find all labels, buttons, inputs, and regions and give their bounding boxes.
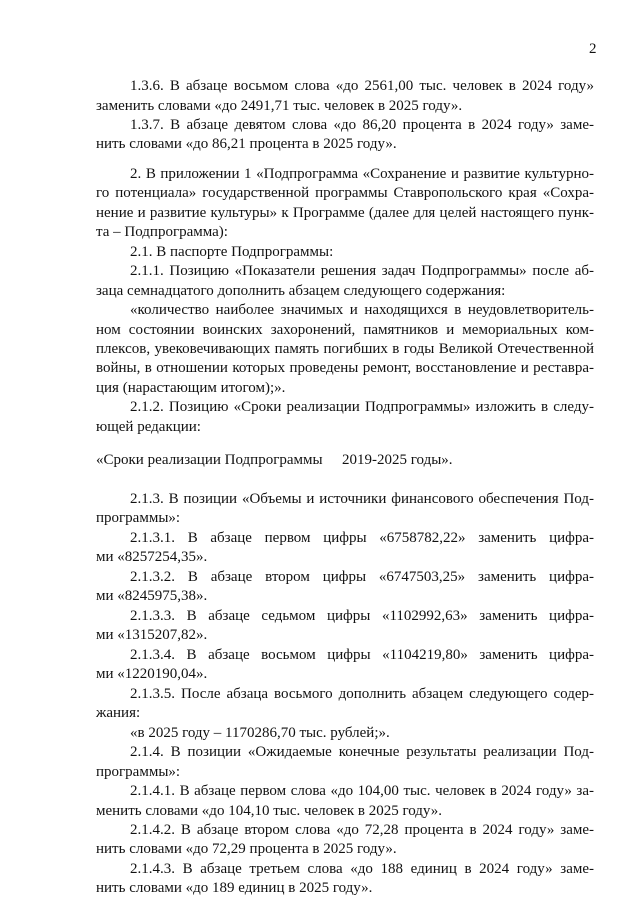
table-row-label: «Сроки реализации Подпрограммы [96, 452, 323, 468]
quote-line: «количество наиболее значимых и находящихся в неудовлетворитель- [130, 302, 594, 318]
text-line: 2.1.2. Позицию «Сроки реализации Подпрограммы» изложить в следу- [130, 399, 594, 415]
text-line: нить словами «до 72,29 процента в 2025 году». [96, 841, 397, 857]
text-line: 2.1.3. В позиции «Объемы и источники финансового обеспечения Под- [130, 491, 594, 507]
text-line: ми «1315207,82». [96, 627, 208, 643]
text-line: 2.1.3.3. В абзаце седьмом цифры «1102992,63» заменить цифра- [130, 608, 594, 624]
quote-line: ном состоянии воинских захоронений, памятников и мемориальных ком- [96, 322, 594, 338]
text-line: 2. В приложении 1 «Подпрограмма «Сохранение и развитие культурно- [130, 166, 594, 182]
table-row-value: 2019-2025 годы». [342, 452, 453, 468]
page-number: 2 [589, 41, 597, 57]
text-line: нить словами «до 189 единиц в 2025 году». [96, 880, 373, 896]
text-line: заца семнадцатого дополнить абзацем следующего содержания: [96, 283, 506, 299]
text-line: 2.1.4.1. В абзаце первом слова «до 104,00 тыс. человек в 2024 году» за- [130, 783, 594, 799]
text-line: та – Подпрограмма): [96, 224, 228, 240]
text-line: ющей редакции: [96, 419, 201, 435]
quote-line: ция (нарастающим итогом);». [96, 380, 286, 396]
text-line: 1.3.6. В абзаце восьмом слова «до 2561,00 тыс. человек в 2024 году» [130, 78, 594, 94]
text-line: нить словами «до 86,21 процента в 2025 году». [96, 136, 397, 152]
text-line: 2.1.4.3. В абзаце третьем слова «до 188 единиц в 2024 году» заме- [130, 861, 594, 877]
quote-line: плексов, увековечивающих память погибших в годы Великой Отечественной [96, 341, 594, 357]
text-line: 2.1. В паспорте Подпрограммы: [130, 244, 334, 260]
text-line: заменить словами «до 2491,71 тыс. человек в 2025 году». [96, 98, 463, 114]
text-line: 2.1.4.2. В абзаце втором слова «до 72,28 процента в 2024 году» заме- [130, 822, 594, 838]
text-line: 2.1.4. В позиции «Ожидаемые конечные результаты реализации Под- [130, 744, 594, 760]
text-line: программы»: [96, 510, 181, 526]
text-line: ми «8257254,35». [96, 549, 208, 565]
text-line: го потенциала» государственной программы Ставропольского края «Сохра- [96, 185, 594, 201]
text-line: жания: [96, 705, 141, 721]
text-line: ми «8245975,38». [96, 588, 208, 604]
text-line: ми «1220190,04». [96, 666, 208, 682]
text-line: 2.1.3.2. В абзаце втором цифры «6747503,25» заменить цифра- [130, 569, 594, 585]
text-line: «в 2025 году – 1170286,70 тыс. рублей;». [130, 725, 390, 741]
quote-line: войны, в отношении которых проведены ремонт, восстановление и реставра- [96, 360, 594, 376]
text-line: 2.1.3.5. После абзаца восьмого дополнить абзацем следующего содер- [130, 686, 594, 702]
text-line: менить словами «до 104,10 тыс. человек в 2025 году». [96, 803, 443, 819]
text-line: 2.1.3.4. В абзаце восьмом цифры «1104219,80» заменить цифра- [130, 647, 594, 663]
text-line: программы»: [96, 764, 181, 780]
text-line: 1.3.7. В абзаце девятом слова «до 86,20 процента в 2024 году» заме- [130, 117, 594, 133]
text-line: нение и развитие культуры» к Программе (далее для целей настоящего пунк- [96, 205, 594, 221]
text-line: 2.1.3.1. В абзаце первом цифры «6758782,22» заменить цифра- [130, 530, 594, 546]
text-line: 2.1.1. Позицию «Показатели решения задач Подпрограммы» после аб- [130, 263, 594, 279]
